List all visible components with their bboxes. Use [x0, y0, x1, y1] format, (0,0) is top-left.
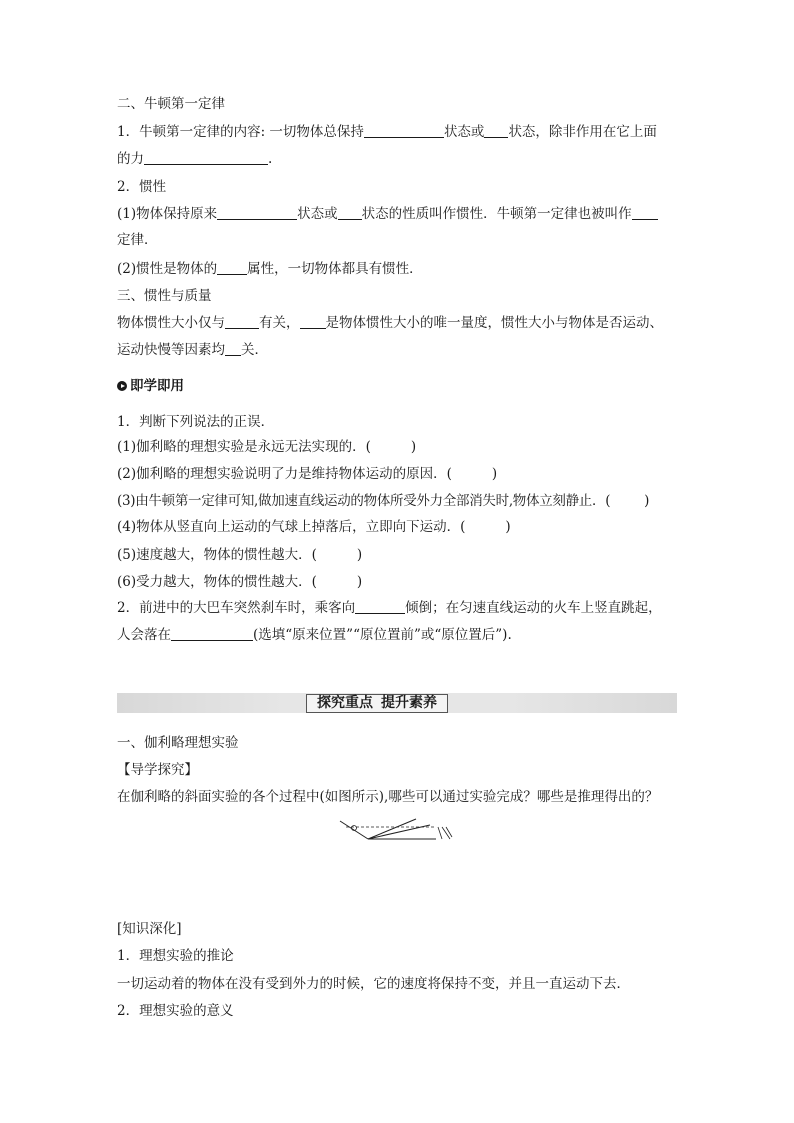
mark-line [446, 827, 452, 837]
practice-item-1 [117, 438, 416, 456]
mark-line [442, 827, 450, 839]
text: ) [505, 519, 511, 535]
practice-item-6 [117, 573, 362, 591]
fill-blank[interactable] [484, 123, 508, 138]
practice-item-2 [117, 465, 497, 483]
section-banner [117, 693, 677, 713]
text: 状态或 [297, 206, 338, 222]
text: 状态的性质叫作惯性．牛顿第一定律也被叫作 [361, 206, 632, 222]
deepen-point-2: 2．理想实验的意义 [117, 1003, 234, 1019]
deepen-point-1: 1．理想实验的推论 [117, 948, 234, 964]
text: 关． [241, 342, 268, 358]
banner-right-text: 提升素养 [381, 695, 437, 711]
inclined-plane-diagram [338, 815, 460, 845]
text: (1)物体保持原来 [117, 206, 218, 222]
inertia-line-1 [117, 205, 658, 223]
deepen-point-1-text: 一切运动着的物体在没有受到外力的时候，它的速度将保持不变，并且一直运动下去． [117, 976, 630, 992]
text: (2)惯性是物体的 [117, 261, 218, 277]
text: 是物体惯性大小的唯一量度，惯性大小与物体是否运动、 [325, 315, 663, 331]
practice-item-5 [117, 546, 362, 564]
inertia-mass-line-1 [117, 314, 663, 332]
text: . [268, 151, 273, 167]
text: 的力 [117, 151, 144, 167]
text: 2．前进中的大巴车突然刹车时，乘客向 [117, 600, 356, 616]
play-circle-icon [117, 381, 127, 391]
text: (6)受力越大，物体的惯性越大．( [117, 574, 317, 590]
practice-q2-line-2 [117, 626, 512, 644]
banner-label [306, 694, 448, 713]
practice-heading [117, 377, 184, 395]
fill-blank[interactable] [632, 205, 658, 220]
fill-blank[interactable] [364, 123, 444, 138]
left-slope [340, 821, 368, 839]
text: (5)速度越大，物体的惯性越大．( [117, 547, 317, 563]
mark-line [438, 827, 442, 839]
text: 状态，除非作用在它上面 [508, 124, 657, 140]
guide-question: 在伽利略的斜面实验的各个过程中(如图所示),哪些可以通过实验完成？哪些是推理得出的？ [117, 789, 659, 805]
inertia-mass-line-2 [117, 341, 268, 359]
text: 物体惯性大小仅与 [117, 315, 225, 331]
text: ) [356, 547, 363, 563]
text: 1．牛顿第一定律的内容: 一切物体总保持 [117, 124, 364, 140]
text: (2)伽利略的理想实验说明了力是维持物体运动的原因．( [117, 466, 452, 482]
deepen-label: [知识深化] [117, 921, 182, 937]
text: 状态或 [443, 124, 485, 140]
text: ) [491, 466, 498, 482]
text: ) [410, 439, 417, 455]
fill-blank[interactable] [355, 599, 405, 614]
practice-q1: 1．判断下列说法的正误． [117, 414, 275, 430]
text: (3)由牛顿第一定律可知,做加速直线运动的物体所受外力全部消失时,物体立刻静止．( [117, 493, 611, 509]
fill-blank[interactable] [217, 260, 247, 275]
fill-blank[interactable] [171, 626, 253, 641]
inertia-line-3 [117, 260, 423, 278]
section-title-galileo: 一、伽利略理想实验 [117, 735, 239, 751]
text: (1)伽利略的理想实验是永远无法实现的．( [117, 439, 371, 455]
text: 有关， [259, 315, 300, 331]
practice-q2-line-1 [117, 599, 662, 617]
section-title-newton-first-law: 二、牛顿第一定律 [117, 96, 225, 112]
banner-left-text: 探究重点 [317, 695, 373, 711]
newton-law-line-2 [117, 150, 272, 168]
practice-item-3 [117, 492, 649, 510]
fill-blank[interactable] [217, 205, 297, 220]
fill-blank[interactable] [300, 314, 326, 329]
text: (选填“原来位置”“原位置前”或“原位置后”). [253, 627, 512, 643]
newton-law-line-1 [117, 123, 657, 141]
text: ) [644, 493, 650, 509]
guide-label: 【导学探究】 [117, 762, 198, 778]
practice-title: 即学即用 [130, 378, 184, 394]
fill-blank[interactable] [144, 150, 268, 165]
text: 倾倒；在匀速直线运动的火车上竖直跳起， [405, 600, 662, 616]
text: (4)物体从竖直向上运动的气球上掉落后，立即向下运动．( [117, 519, 466, 535]
fill-blank[interactable] [338, 205, 362, 220]
section-title-inertia-mass: 三、惯性与质量 [117, 288, 212, 304]
right-slope-steep [368, 819, 416, 839]
text: 人会落在 [117, 627, 171, 643]
practice-item-4 [117, 518, 511, 536]
fill-blank[interactable] [225, 314, 259, 329]
inertia-line-2: 定律． [117, 232, 158, 248]
text: 运动快慢等因素均 [117, 342, 225, 358]
text: ) [356, 574, 363, 590]
inertia-title: 2．惯性 [117, 179, 167, 195]
fill-blank[interactable] [225, 341, 241, 356]
text: 属性，一切物体都具有惯性． [247, 261, 423, 277]
